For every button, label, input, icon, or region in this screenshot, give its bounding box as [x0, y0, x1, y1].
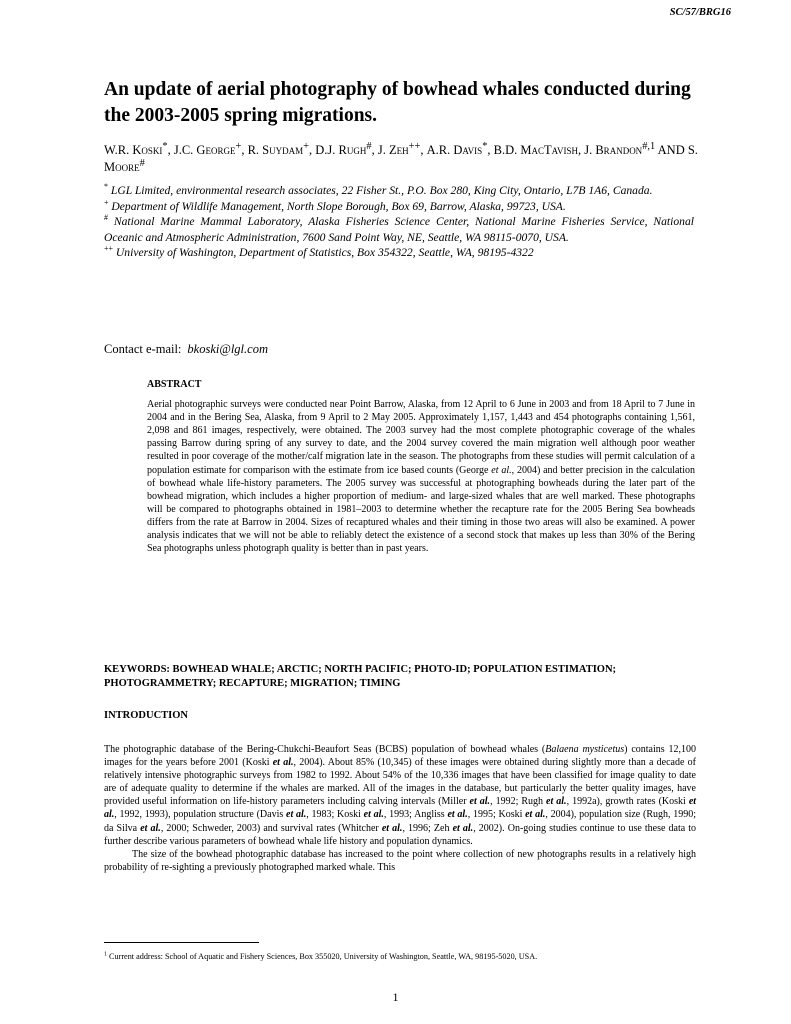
affiliation-list	[104, 183, 694, 261]
contact-label: Contact e-mail:	[104, 342, 182, 356]
author-name: W.R. Koski	[104, 143, 163, 157]
keywords: KEYWORDS: BOWHEAD WHALE; ARCTIC; NORTH PACIFIC; PHOTO-ID; POPULATION ESTIMATION; PHOTOGRAMMETRY; RECAPTURE; MIGRATION; TIMING	[104, 664, 617, 689]
abstract-heading: ABSTRACT	[147, 379, 202, 390]
footnote-rule	[104, 942, 259, 943]
footnote: $^1$ Current address: School of Aquatic and Fishery Sciences, Box 355020, University of Washington, Seattle, WA, 98195-5020, USA.	[104, 951, 538, 961]
author-name: S. Moore	[104, 143, 698, 174]
affiliation: + Department of Wildlife Management, North Slope Borough, Box 69, Barrow, Alaska, 99723, USA.	[104, 197, 566, 213]
author-name: J. Zeh	[377, 143, 409, 157]
affiliation: ++ University of Washington, Department of Statistics, Box 354322, Seattle, WA, 98195-4322	[104, 244, 534, 260]
page-number: 1	[392, 990, 399, 1004]
author-name: B.D. MacTavish	[493, 143, 578, 157]
affiliation: # National Marine Mammal Laboratory, Alaska Fisheries Science Center, National Marine Fisheries Service, National Oceanic and Atmospheric Administration, 7600 Sand Point Way, NE, Seattle, WA 98115-0070, USA.	[104, 213, 694, 244]
paper-title: An update of aerial photography of bowhead whales conducted during the 2003-2005 spring migrations.	[104, 79, 691, 126]
author-name: R. Suydam	[247, 143, 304, 157]
author-name: J. Brandon	[584, 143, 643, 157]
contact-line	[104, 342, 268, 357]
abstract-text: Aerial photographic surveys were conducted near Point Barrow, Alaska, from 12 April to 6 June in 2003 and from 18 April to 7 June in 2004 and in the Bering Sea, Alaska, from 9 April to 2 May 2005. Approximately 1,157, 1,443 and 454 photographs containing 1,561, 2,098 and 861 images, respectively, were obtained. The 2003 survey had the most complete photographic coverage of the whales passing Barrow during spring of any survey to date, and the 2004 survey covered the main migration well although poor weather resulted in poor coverage of the mother/calf migration late in the season. The photographs from these studies will permit calculation of a population estimate for comparison with the estimate from ice based counts (George et al., 2004) and better precision in the calculation of bowhead whale life-history parameters. The 2005 survey was successful at photographing bowheads during the later part of the bowhead migration, which includes a higher proportion of medium- and large-sized whales that are well marked. These photographs will be compared to photographs obtained in 1981–2003 to determine whether the recapture rate for the 2005 Bering Sea bowheads differs from the rate at Barrow in 2004. Sizes of recaptured whales and their timing in those two areas will also be examined. A power analysis indicates that we will not be able to reliably detect the existence of a second stock that makes up less than 30% of the Bering Sea photographs unless photograph quality is better than in past years.	[147, 399, 695, 555]
affiliation: * LGL Limited, environmental research associates, 22 Fisher St., P.O. Box 280, King City, Ontario, L7B 1A6, Canada.	[104, 182, 653, 197]
introduction-paragraph: The size of the bowhead photographic database has increased to the point where collection of new photographs results in a relatively high probability of re-sighting a previously photographed marked whale. This	[104, 848, 696, 873]
author-name: A.R. Davis	[426, 143, 483, 157]
introduction-body	[104, 743, 696, 874]
introduction-paragraph: The photographic database of the Bering-Chukchi-Beaufort Seas (BCBS) population of bowhead whales (Balaena mysticetus) contains 12,100 images for the years before 2001 (Koski et al., 2004). About 85% (10,345) of these images were obtained during slightly more than a decade of relatively intensive photographic surveys from 1982 to 1992. About 54% of the 10,336 images that have been classified for image quality to date are of adequate quality to determine if the whales are marked. All of the images in the database, but particularly the better quality images, have provided useful information on life-history parameters including calving intervals (Miller et al., 1992; Rugh et al., 1992a), growth rates (Koski et al., 1992, 1993), population structure (Davis et al., 1983; Koski et al., 1993; Angliss et al., 1995; Koski et al., 2004), population size (Rugh, 1990; da Silva et al., 2000; Schweder, 2003) and survival rates (Whitcher et al., 1996; Zeh et al., 2002). On-going studies continue to use these data to further describe various parameters of bowhead whale life history and population dynamics.	[104, 744, 697, 847]
author-list: W.R. Koski*, J.C. George+, R. Suydam+, D.J. Rugh#, J. Zeh++, A.R. Davis*, B.D. MacTavish, J. Brandon$^{\#,1}$ AND S. Moore#	[104, 140, 698, 174]
document-id: SC/57/BRG16	[669, 7, 731, 18]
introduction-heading: INTRODUCTION	[104, 710, 189, 721]
author-name: D.J. Rugh	[315, 143, 367, 157]
abstract-section	[147, 378, 695, 555]
contact-email[interactable]: bkoski@lgl.com	[187, 342, 268, 356]
author-name: J.C. George	[173, 143, 236, 157]
